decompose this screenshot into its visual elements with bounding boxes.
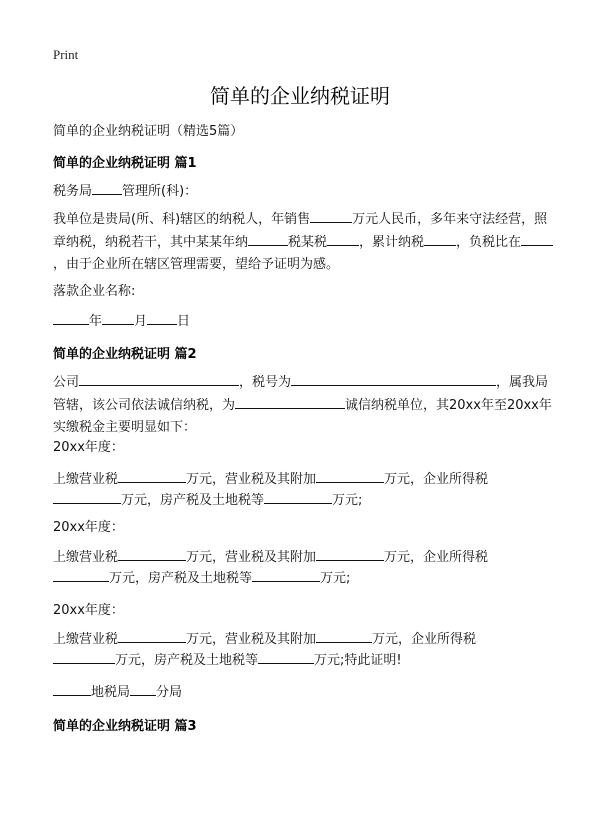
year-line <box>53 628 553 651</box>
blank-field <box>316 546 384 561</box>
year-text: 万元，营业税及其附加 <box>186 550 317 565</box>
year-text: 上缴营业税 <box>53 472 119 487</box>
date-line <box>53 310 553 333</box>
section-heading-1: 简单的企业纳税证明 篇1 <box>53 156 197 171</box>
year-text: 万元，房产税及土地税等 <box>109 571 253 586</box>
year-line <box>53 468 553 491</box>
year-line <box>53 567 553 590</box>
blank-field <box>53 649 115 664</box>
blank-field <box>521 231 553 246</box>
intro-text: ，税号为 <box>239 375 292 390</box>
year-line <box>53 546 553 569</box>
date-unit: 年 <box>89 314 103 329</box>
blank-field <box>118 468 186 483</box>
year-label: 20xx年度： <box>53 520 124 535</box>
year-text: 万元; <box>320 571 351 586</box>
year-label: 20xx年度： <box>53 440 124 455</box>
blank-field <box>130 681 156 696</box>
document-subtitle: 简单的企业纳税证明（精选5篇） <box>53 124 244 139</box>
body-text: ，累计纳税 <box>359 235 425 250</box>
blank-field <box>53 310 89 325</box>
section-heading-3: 简单的企业纳税证明 篇3 <box>53 719 197 734</box>
year-line <box>53 649 553 672</box>
year-text: 万元，企业所得税 <box>384 472 489 487</box>
blank-field <box>79 371 239 386</box>
blank-field <box>102 310 134 325</box>
year-text: 上缴营业税 <box>53 550 119 565</box>
footer-text: 分局 <box>156 685 183 700</box>
intro-text: ，属我局管辖，该公司依法诚信纳税，为 <box>53 375 549 413</box>
date-unit: 月 <box>134 314 148 329</box>
year-text: 万元;特此证明! <box>314 653 402 668</box>
blank-field <box>147 310 177 325</box>
intro-text: 公司 <box>53 375 80 390</box>
year-text: 万元，营业税及其附加 <box>186 632 317 647</box>
intro-text: 诚信纳税单位，其20xx年至20xx年实缴税金主要明显如下： <box>53 398 552 435</box>
document-title: 简单的企业纳税证明 <box>210 84 390 108</box>
year-text: 万元，企业所得税 <box>372 632 477 647</box>
year-text: 万元，房产税及土地税等 <box>121 493 265 508</box>
blank-field <box>264 489 332 504</box>
print-label: Print <box>53 47 79 62</box>
blank-field <box>118 628 186 643</box>
body-text: ，由于企业所在辖区管理需要，望给予证明为感。 <box>53 257 340 272</box>
blank-field <box>316 628 372 643</box>
blank-field <box>291 371 496 386</box>
year-text: 万元，营业税及其附加 <box>186 472 317 487</box>
blank-field <box>92 180 122 195</box>
blank-field <box>310 208 352 223</box>
footer-text: 地税局 <box>91 685 131 700</box>
year-text: 万元，企业所得税 <box>384 550 489 565</box>
blank-field <box>235 394 345 409</box>
date-unit: 日 <box>177 314 191 329</box>
blank-field <box>53 681 91 696</box>
blank-field <box>424 231 456 246</box>
year-line <box>53 489 553 512</box>
footer-line <box>53 681 553 704</box>
blank-field <box>252 567 320 582</box>
year-label: 20xx年度： <box>53 603 124 618</box>
blank-field <box>248 231 288 246</box>
year-text: 万元，房产税及土地税等 <box>115 653 259 668</box>
intro-paragraph <box>53 371 558 439</box>
salutation-line <box>53 180 553 203</box>
blank-field <box>327 231 359 246</box>
body-text: ，负税比在 <box>456 235 522 250</box>
blank-field <box>53 567 109 582</box>
blank-field <box>53 489 121 504</box>
year-text: 万元; <box>332 493 363 508</box>
blank-field <box>316 468 384 483</box>
salutation-text: 税务局 <box>53 184 93 199</box>
salutation-text: 管理所(科)： <box>122 184 198 199</box>
body-text: 万元人民币，多年来守法经营，照章纳税，纳税若干，其中某某年纳 <box>53 212 548 250</box>
section-heading-2: 简单的企业纳税证明 篇2 <box>53 347 197 362</box>
blank-field <box>258 649 314 664</box>
year-text: 上缴营业税 <box>53 632 119 647</box>
body-text: 税某税 <box>288 235 328 250</box>
blank-field <box>118 546 186 561</box>
body-paragraph <box>53 208 558 276</box>
signature-line: 落款企业名称: <box>53 284 136 299</box>
body-text: 我单位是贵局(所、科)辖区的纳税人，年销售 <box>53 212 311 227</box>
